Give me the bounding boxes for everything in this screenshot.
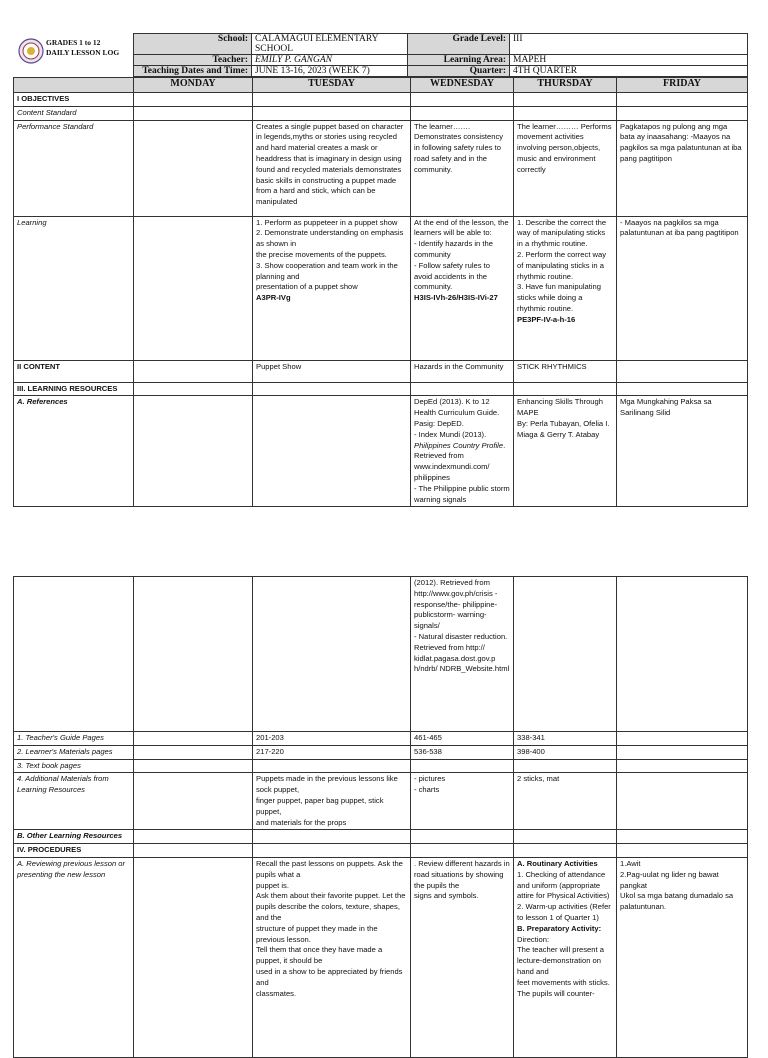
grade-label: Grade Level: — [408, 34, 510, 55]
reviewing-tuesday: Recall the past lessons on puppets. Ask the pupils what a puppet is. Ask them about their favorite puppet. Let the pupils describe the colors, texture, shapes, and the structure of puppet they made in the previous lesson. Tell them that once they have made a puppet, it should be used in a show to be appreciated by friends and classmates. — [253, 857, 411, 1057]
objectives-label: I OBJECTIVES — [14, 93, 134, 107]
additional-thursday: 2 sticks, mat — [514, 773, 617, 830]
ps-tuesday: Creates a single puppet based on character in legends,myths or stories using recycled and hard material creates a mask or headdress that is imaginary in design using found and recycled materials demonstrates basic skills in constructing a puppet made from a hard and stick, which can be manipulated — [253, 120, 411, 216]
teacher-label: Teacher: — [134, 55, 252, 66]
learning-friday: - Maayos na pagkilos sa mga palatuntunan at iba pang pagtitipon — [617, 216, 748, 360]
tg-pages-label: 1. Teacher's Guide Pages — [14, 732, 134, 746]
log-title-line2: DAILY LESSON LOG — [46, 48, 120, 57]
references-row — [14, 396, 748, 507]
school-value: CALAMAGUI ELEMENTARY SCHOOL — [252, 34, 408, 55]
content-standard-label: Content Standard — [14, 106, 134, 120]
resources-row — [14, 382, 748, 396]
learning-row — [14, 216, 748, 360]
additional-wednesday: - pictures - charts — [411, 773, 514, 830]
content-wednesday: Hazards in the Community — [411, 360, 514, 382]
learning-wednesday-code: H3IS-IVh-26/H3IS-IVi-27 — [414, 293, 498, 303]
ps-friday: Pagkatapos ng pulong ang mga bata ay inaasahang: -Maayos na pagkilos sa mga palatuntunan at iba pang pagtitipon — [617, 120, 748, 216]
performance-standard-row — [14, 120, 748, 216]
lesson-log-table-2 — [13, 576, 748, 1058]
log-title-line1: GRADES 1 to 12 — [46, 38, 101, 47]
references-friday: Mga Mungkahing Paksa sa Sarilinang Silid — [617, 396, 748, 507]
tb-pages-label: 3. Text book pages — [14, 759, 134, 773]
references-cont-wednesday: (2012). Retrieved from http://www.gov.ph/crisis -response/the- philippine-publicstorm- warning-signals/ - Natural disaster reduction. Retrieved from http:// kidlat.pagasa.dost.gov.p h/ndrb/ NDRB_Website.html — [411, 577, 514, 732]
performance-standard-label: Performance Standard — [14, 120, 134, 216]
lesson-log-table-1 — [13, 77, 748, 507]
reviewing-label: A. Reviewing previous lesson or presenting the new lesson — [14, 857, 134, 1057]
resources-label: III. LEARNING RESOURCES — [14, 382, 134, 396]
references-label: A. References — [14, 396, 134, 507]
day-header-row — [14, 78, 748, 93]
content-label: II CONTENT — [14, 360, 134, 382]
reviewing-wednesday: . Review different hazards in road situations by showing the pupils the signs and symbols. — [411, 857, 514, 1057]
day-thursday: THURSDAY — [514, 78, 617, 93]
learning-label: Learning — [14, 216, 134, 360]
log-title — [46, 38, 132, 58]
school-label: School: — [134, 34, 252, 55]
learning-tuesday-code: A3PR-IVg — [256, 293, 291, 303]
learning-tuesday: 1. Perform as puppeteer in a puppet show 2. Demonstrate understanding on emphasis as shown in the precise movements of the puppets. 3. Show cooperation and team work in the planning and presentation of a puppet show A3PR-IVg — [253, 216, 411, 360]
lm-pages-row — [14, 745, 748, 759]
day-tuesday: TUESDAY — [253, 78, 411, 93]
tg-pages-row — [14, 732, 748, 746]
reviewing-friday: 1.Awit 2.Pag-uulat ng lider ng bawat pangkat Ukol sa mga batang dumadalo sa palatuntunan. — [617, 857, 748, 1057]
references-wednesday: DepEd (2013). K to 12 Health Curriculum Guide. Pasig: DepED. - Index Mundi (2013). Philippines Country Profile. Retrieved from www.indexmundi.com/ philippines - The Philippine public storm warning signals — [411, 396, 514, 507]
procedures-row — [14, 844, 748, 858]
area-value: MAPEH — [510, 55, 748, 66]
reviewing-thursday: A. Routinary Activities 1. Checking of attendance and uniform (appropriate attire for Physical Activities) 2. Warm-up activities (Refer to lesson 1 of Quarter 1) B. Preparatory Activity: Direction: The teacher will present a lecture-demonstration on hand and feet movements with sticks. The pupils will counter- — [514, 857, 617, 1057]
dates-label: Teaching Dates and Time: — [134, 66, 252, 77]
day-wednesday: WEDNESDAY — [411, 78, 514, 93]
objectives-row — [14, 93, 748, 107]
other-label: B. Other Learning Resources — [14, 830, 134, 844]
content-tuesday: Puppet Show — [253, 360, 411, 382]
ps-wednesday: The learner……. Demonstrates consistency in following safety rules to road safety and in the community. — [411, 120, 514, 216]
lm-wednesday: 536-538 — [411, 745, 514, 759]
additional-label: 4. Additional Materials from Learning Resources — [14, 773, 134, 830]
area-label: Learning Area: — [408, 55, 510, 66]
deped-seal-icon — [18, 36, 44, 66]
learning-wednesday: At the end of the lesson, the learners will be able to: - Identify hazards in the community - Follow safety rules to avoid accidents in the community. H3IS-IVh-26/H3IS-IVi-27 — [411, 216, 514, 360]
day-friday: FRIDAY — [617, 78, 748, 93]
ps-thursday: The learner……… Performs movement activities involving person,objects, music and environment correctly — [514, 120, 617, 216]
other-row — [14, 830, 748, 844]
references-thursday: Enhancing Skills Through MAPE By: Perla Tubayan, Ofelia I. Miaga & Gerry T. Atabay — [514, 396, 617, 507]
content-row — [14, 360, 748, 382]
additional-row — [14, 773, 748, 830]
additional-tuesday: Puppets made in the previous lessons like sock puppet, finger puppet, paper bag puppet, stick puppet, and materials for the props — [253, 773, 411, 830]
tg-thursday: 338-341 — [514, 732, 617, 746]
learning-thursday-code: PE3PF-IV-a-h-16 — [517, 314, 576, 324]
grade-value: III — [510, 34, 748, 55]
teacher-value: EMILY P. GANGAN — [252, 55, 408, 66]
tg-tuesday: 201-203 — [253, 732, 411, 746]
tg-wednesday: 461-465 — [411, 732, 514, 746]
tb-pages-row — [14, 759, 748, 773]
lm-tuesday: 217-220 — [253, 745, 411, 759]
quarter-label: Quarter: — [408, 66, 510, 77]
dates-value: JUNE 13-16, 2023 (WEEK 7) — [252, 66, 408, 77]
reviewing-row — [14, 857, 748, 1057]
corner-cell — [14, 78, 134, 93]
content-thursday: STICK RHYTHMICS — [514, 360, 617, 382]
learning-thursday: 1. Describe the correct the way of manipulating sticks in a rhythmic routine. 2. Perform the correct way of manipulating sticks in a rhythmic routine. 3. Have fun manipulating sticks while doing a rhythmic routine. PE3PF-IV-a-h-16 — [514, 216, 617, 360]
day-monday: MONDAY — [134, 78, 253, 93]
lm-thursday: 398-400 — [514, 745, 617, 759]
references-continued-row — [14, 577, 748, 732]
content-standard-row — [14, 106, 748, 120]
lm-pages-label: 2. Learner's Materials pages — [14, 745, 134, 759]
quarter-value: 4TH QUARTER — [510, 66, 748, 77]
procedures-label: IV. PROCEDURES — [14, 844, 134, 858]
header-table — [133, 33, 748, 77]
